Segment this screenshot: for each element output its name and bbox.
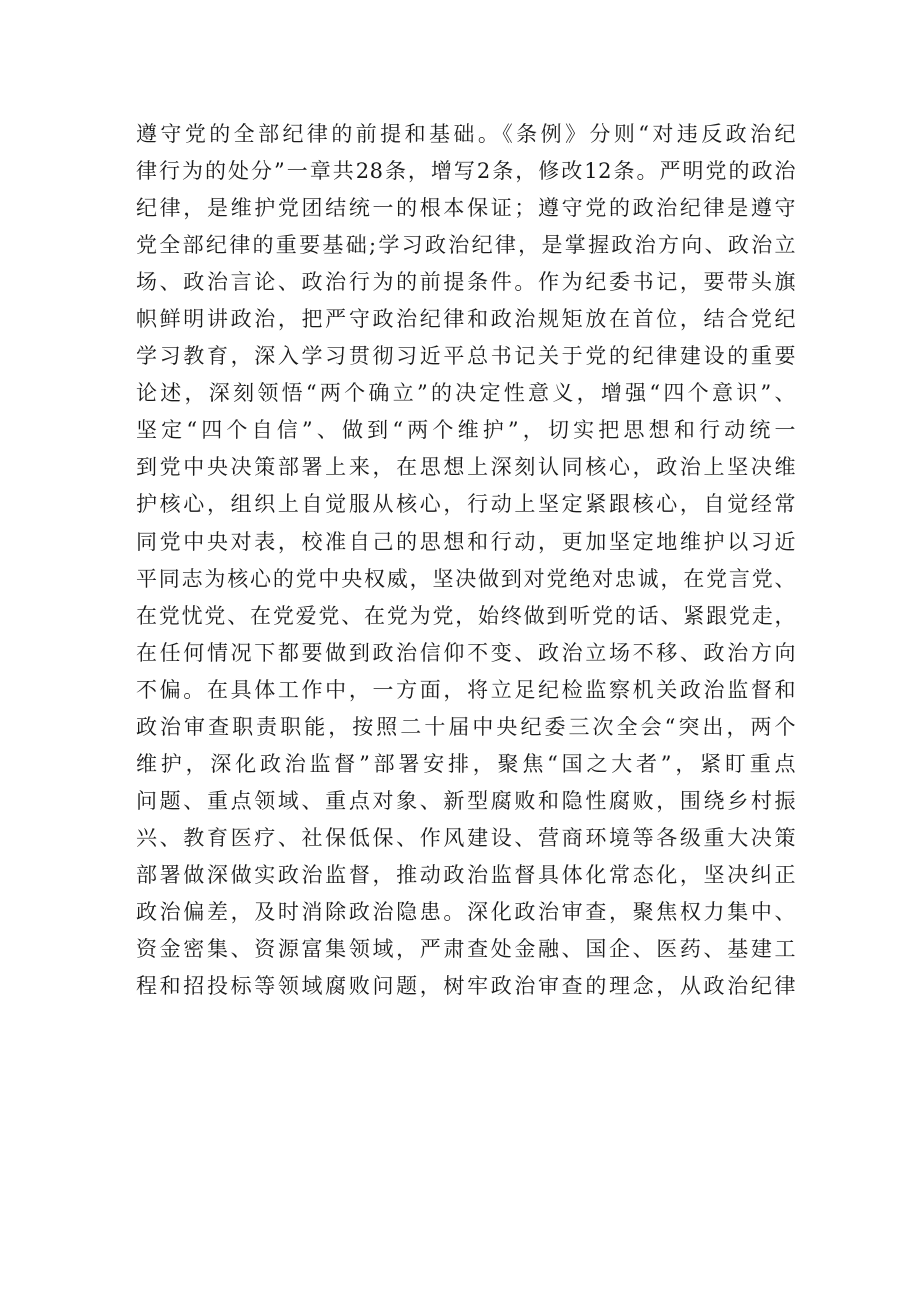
text-line: 论述，深刻领悟“两个确立”的决定性意义，增强“四个意识”、 xyxy=(136,381,796,406)
text-line: 学习教育，深入学习贯彻习近平总书记关于党的纪律建设的重要 xyxy=(136,344,796,369)
text-line: 到党中央决策部署上来，在思想上深刻认同核心，政治上坚决维 xyxy=(136,455,796,480)
text-line: 问题、重点领域、重点对象、新型腐败和隐性腐败，围绕乡村振 xyxy=(136,788,796,813)
text-line: 政治偏差，及时消除政治隐患。深化政治审查，聚焦权力集中、 xyxy=(136,899,796,924)
text-line: 同党中央对表，校准自己的思想和行动，更加坚定地维护以习近 xyxy=(136,529,796,554)
text-line: 帜鲜明讲政治，把严守政治纪律和政治规矩放在首位，结合党纪 xyxy=(136,307,796,332)
text-line: 护核心，组织上自觉服从核心，行动上坚定紧跟核心，自觉经常 xyxy=(136,492,796,517)
text-line: 律行为的处分”一章共28条，增写2条，修改12条。严明党的政治 xyxy=(136,159,796,184)
text-line: 维护，深化政治监督”部署安排，聚焦“国之大者”，紧盯重点 xyxy=(136,751,796,776)
text-line: 纪律，是维护党团结统一的根本保证；遵守党的政治纪律是遵守 xyxy=(136,196,796,221)
text-line: 在党忧党、在党爱党、在党为党，始终做到听党的话、紧跟党走， xyxy=(136,603,796,628)
text-line: 遵守党的全部纪律的前提和基础。《条例》分则“对违反政治纪 xyxy=(136,122,796,146)
text-line: 场、政治言论、政治行为的前提条件。作为纪委书记，要带头旗 xyxy=(136,270,796,295)
document-body xyxy=(136,116,796,1005)
text-line: 坚定“四个自信”、做到“两个维护”，切实把思想和行动统一 xyxy=(136,418,796,443)
text-line: 部署做深做实政治监督，推动政治监督具体化常态化，坚决纠正 xyxy=(136,862,796,887)
text-line: 政治审查职责职能，按照二十届中央纪委三次全会“突出，两个 xyxy=(136,714,796,739)
text-line: 兴、教育医疗、社保低保、作风建设、营商环境等各级重大决策 xyxy=(136,825,796,850)
text-line: 党全部纪律的重要基础;学习政治纪律，是掌握政治方向、政治立 xyxy=(136,233,796,258)
text-line: 程和招投标等领域腐败问题，树牢政治审查的理念，从政治纪律 xyxy=(136,974,796,999)
text-line: 不偏。在具体工作中，一方面，将立足纪检监察机关政治监督和 xyxy=(136,677,796,702)
text-line: 在任何情况下都要做到政治信仰不变、政治立场不移、政治方向 xyxy=(136,640,796,665)
text-line: 平同志为核心的党中央权威，坚决做到对党绝对忠诚，在党言党、 xyxy=(136,566,796,591)
text-line: 资金密集、资源富集领域，严肃查处金融、国企、医药、基建工 xyxy=(136,937,796,962)
